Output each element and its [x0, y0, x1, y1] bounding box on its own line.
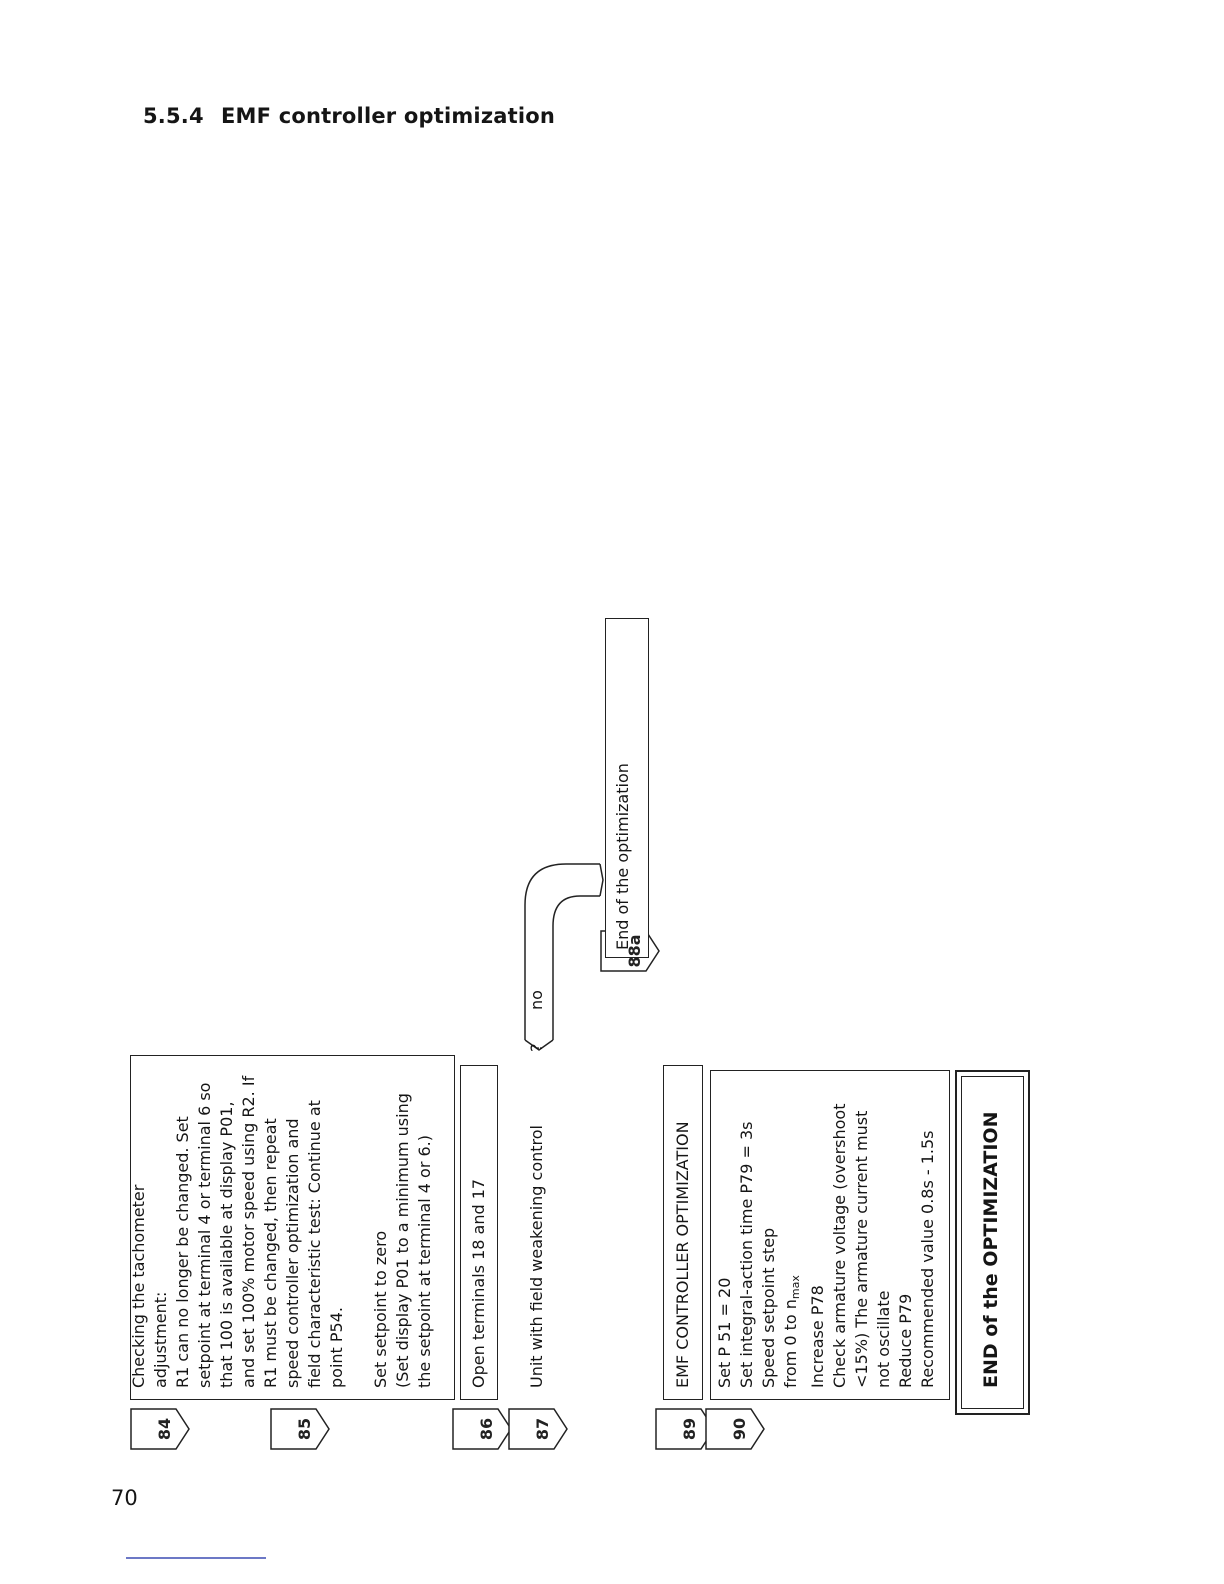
- step-88a-number: 88a: [624, 934, 644, 968]
- step-87-marker: [508, 1408, 568, 1450]
- optimization-flowchart: [110, 410, 1050, 1450]
- step-85-marker: [270, 1408, 330, 1450]
- step-87-number: 87: [532, 1417, 552, 1441]
- step-86-text: Open terminals 18 and 17: [469, 1178, 488, 1388]
- end-text: END of the OPTIMIZATION: [980, 1111, 1002, 1388]
- step-87-text: Unit with field weakening control: [527, 1125, 546, 1388]
- step-89-text: EMF CONTROLLER OPTIMIZATION: [673, 1121, 692, 1388]
- step-86-marker: [452, 1408, 512, 1450]
- step-88a-text: End of the optimization: [613, 763, 632, 950]
- footer-rule: [126, 1557, 266, 1559]
- step-90-text: Set P 51 = 20 Set integral-action time P79 = 3s Speed setpoint step from 0 to $n_{max}$ Increase P78 Check armature voltage (overshoot <15%) The armature current must not oscillate Reduce P79 Recommended value 0.8s - 1.5s: [715, 1103, 937, 1388]
- step-87-question-mark: ?: [527, 1043, 546, 1052]
- step-84-number: 84: [154, 1417, 174, 1441]
- section-number: 5.5.4: [143, 104, 204, 128]
- step-87-no-label: no: [527, 990, 546, 1010]
- step-90-number: 90: [729, 1417, 749, 1441]
- step-90-marker: [705, 1408, 765, 1450]
- step-84-marker: [130, 1408, 190, 1450]
- section-heading: [143, 104, 555, 128]
- step-86-number: 86: [476, 1417, 496, 1441]
- page-number: 70: [111, 1486, 138, 1510]
- step-85-text: Set setpoint to zero (Set display P01 to a minimum using the setpoint at terminal 4 or 6.): [371, 1093, 434, 1388]
- section-title: EMF controller optimization: [221, 104, 556, 128]
- step-84-text: Checking the tachometer adjustment: R1 can no longer be changed. Set setpoint at terminal 4 or terminal 6 so that 100 is available at display P01, and set 100% motor speed using R2. If R1 must be changed, then repeat speed controller optimization and field characteristic test: Continue at point P54.: [129, 1075, 346, 1388]
- step-85-number: 85: [294, 1417, 314, 1441]
- step-89-number: 89: [679, 1417, 699, 1441]
